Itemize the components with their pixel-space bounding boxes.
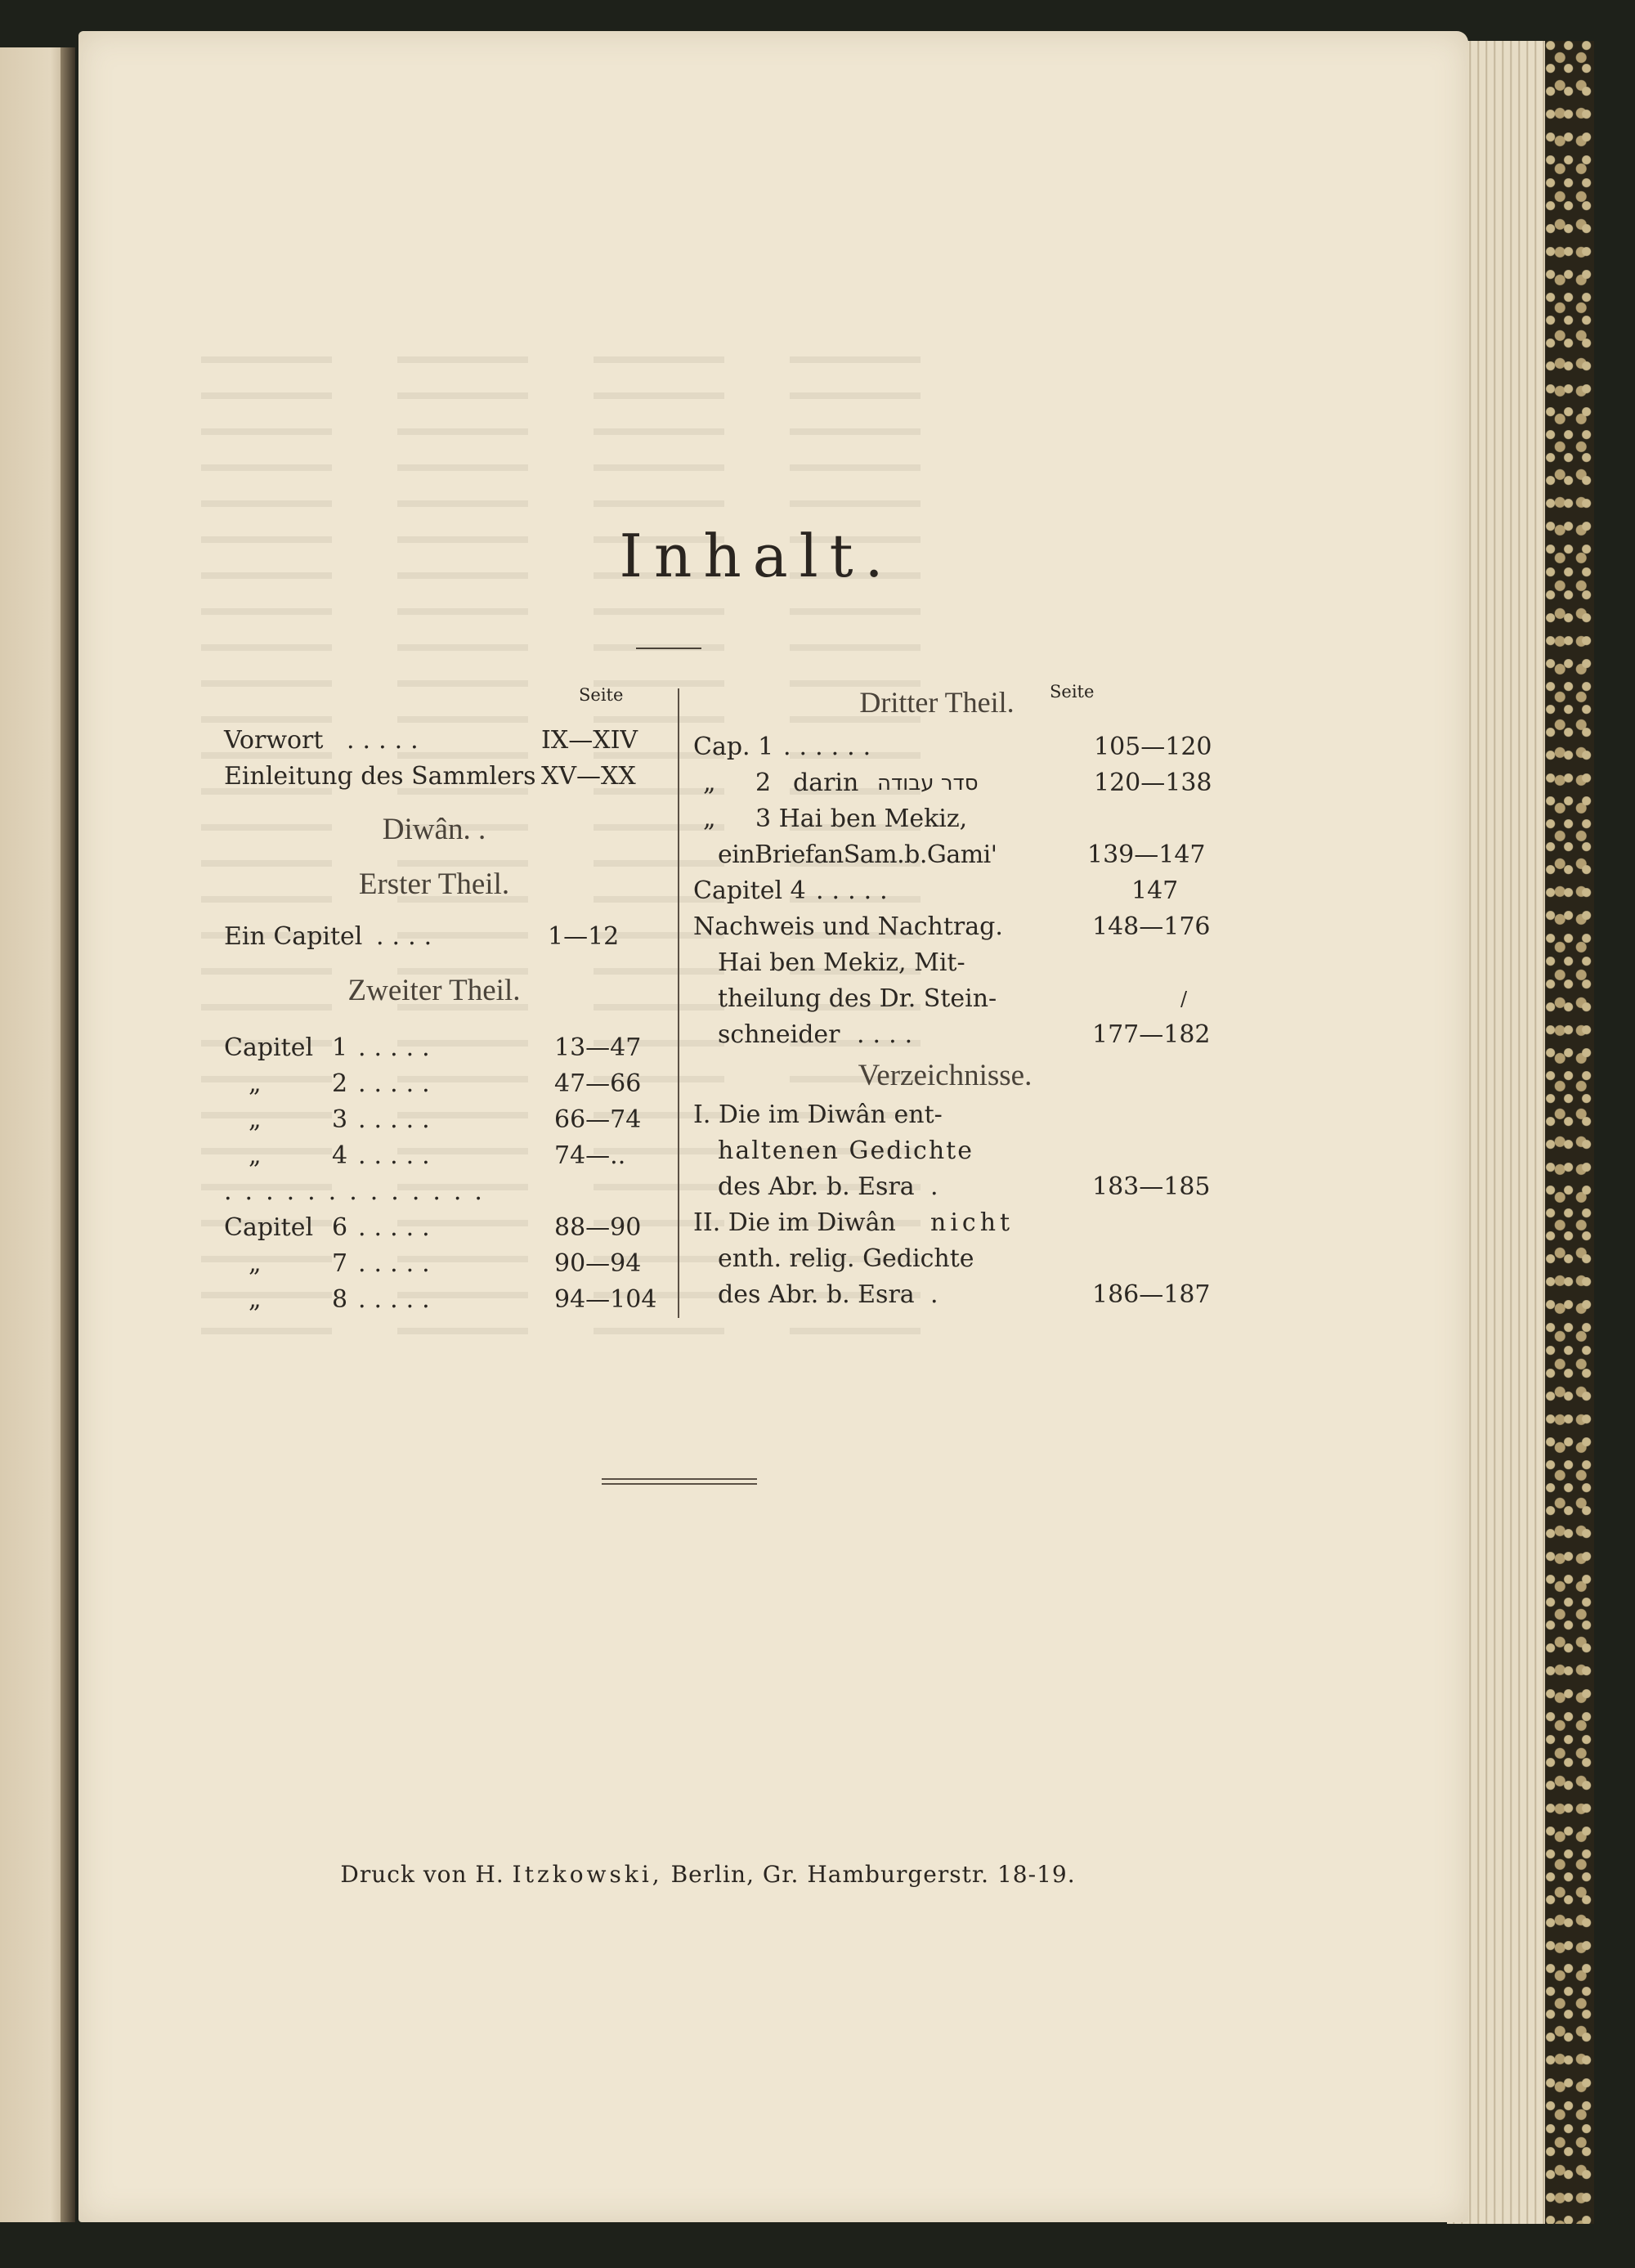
dot-leader: ..... — [358, 1213, 438, 1242]
toc-label: haltenen Gedichte — [718, 1136, 974, 1165]
toc-ditto-mark: „ — [249, 1285, 262, 1314]
toc-row-ein-capitel — [224, 919, 665, 955]
toc-label: Ein Capitel — [224, 922, 363, 951]
seite-label-right: Seite — [1050, 682, 1095, 701]
stray-mark: / — [1180, 988, 1188, 1011]
toc-pages: XV—XX — [541, 762, 636, 791]
section-heading-zweiter-theil: Zweiter Theil. — [347, 974, 521, 1007]
book-cover-edge — [1545, 41, 1594, 2224]
dot-leader: ..... — [358, 1069, 438, 1098]
title-rule — [636, 648, 701, 649]
toc-row-nachweis-line4 — [693, 1017, 1233, 1053]
toc-pages: 13—47 — [554, 1033, 642, 1062]
toc-ditto-mark: „ — [249, 1105, 262, 1134]
toc-label: Capitel — [224, 1033, 314, 1062]
toc-pages: 148—176 — [1092, 912, 1211, 941]
dot-leader: ...... — [783, 733, 880, 761]
book-spine — [60, 47, 75, 2222]
dot-leader: ..... — [347, 726, 427, 755]
toc-chapter-number: 2 — [755, 769, 772, 797]
dot-leader: ..... — [358, 1249, 438, 1278]
toc-row-capitel-1 — [224, 1030, 665, 1066]
toc-label: Nachweis und Nachtrag. — [693, 912, 1003, 941]
toc-label: Einleitung des Sammlers — [224, 762, 536, 791]
section-heading-dritter-theil: Dritter Theil. — [859, 686, 1015, 719]
toc-row-capitel-2 — [224, 1066, 665, 1102]
toc-ditto-mark: „ — [249, 1141, 262, 1170]
toc-pages: 88—90 — [554, 1213, 642, 1242]
toc-chapter-number: 6 — [332, 1213, 348, 1242]
dot-leader: . — [930, 1172, 947, 1201]
toc-label: Vorwort — [224, 726, 324, 755]
section-heading-erster-theil: Erster Theil. — [358, 867, 510, 901]
toc-pages: 90—94 — [554, 1249, 642, 1278]
toc-ditto-mark: „ — [703, 769, 716, 797]
toc-chapter-number: 3 — [332, 1105, 348, 1134]
toc-ditto-mark: „ — [249, 1069, 262, 1098]
toc-label: theilung des Dr. Stein- — [718, 984, 997, 1013]
toc-row-index-2 — [693, 1205, 1233, 1241]
dot-leader: .... — [376, 922, 441, 951]
dot-leader: ..... — [358, 1141, 438, 1170]
toc-row-capitel-6 — [224, 1210, 665, 1246]
toc-row-index-1 — [693, 1097, 1233, 1133]
toc-row-einleitung — [224, 759, 665, 795]
toc-row-nachweis-line3 — [693, 981, 1233, 1017]
toc-row-cap-3-cont — [693, 837, 1233, 873]
toc-pages: 74—.. — [554, 1141, 626, 1170]
toc-chapter-number: 7 — [332, 1249, 348, 1278]
toc-pages: 139—147 — [1087, 840, 1206, 869]
toc-label: II. Die im Diwân — [693, 1208, 896, 1237]
toc-row-index-2-line3 — [693, 1277, 1233, 1313]
toc-row-nachweis — [693, 909, 1233, 945]
toc-pages: IX—XIV — [541, 726, 638, 755]
toc-row-capitel-7 — [224, 1246, 665, 1282]
toc-label: des Abr. b. Esra — [718, 1172, 915, 1201]
dot-leader: ..... — [358, 1285, 438, 1314]
seite-label-left: Seite — [579, 685, 624, 705]
toc-label-spaced: nicht — [930, 1208, 1015, 1237]
toc-row-index-1-line3 — [693, 1169, 1233, 1205]
section-heading-diwan: Diwân. . — [382, 813, 486, 846]
column-divider — [678, 688, 679, 1318]
toc-pages: 147 — [1131, 876, 1179, 905]
toc-ditto-mark: „ — [703, 805, 716, 833]
dot-leader: .... — [857, 1020, 921, 1049]
closing-double-rule — [602, 1478, 757, 1485]
toc-row-capitel-4 — [224, 1138, 665, 1174]
toc-row-omitted — [224, 1174, 665, 1210]
dot-leader: ..... — [358, 1105, 438, 1134]
toc-row-capitel-4-right — [693, 873, 1233, 909]
toc-row-cap-1 — [693, 729, 1233, 765]
toc-pages: 177—182 — [1092, 1020, 1211, 1049]
toc-row-nachweis-line2 — [693, 945, 1233, 981]
toc-row-capitel-8 — [224, 1282, 665, 1318]
dot-leader: ..... — [816, 876, 896, 905]
toc-chapter-number: 8 — [332, 1285, 348, 1314]
imprint-address: Berlin, Gr. Hamburgerstr. 18-19. — [670, 1861, 1076, 1888]
toc-label: schneider — [718, 1020, 840, 1049]
toc-row-index-2-line2 — [693, 1241, 1233, 1277]
dot-leader: ..... — [358, 1033, 438, 1062]
toc-pages: 94—104 — [554, 1285, 657, 1314]
toc-pages: 47—66 — [554, 1069, 642, 1098]
toc-label: einBriefanSam.b.Gami' — [718, 840, 997, 869]
toc-label: Capitel 4 — [693, 876, 806, 905]
dot-leader: ............. — [224, 1177, 495, 1206]
imprint-printer-name: Itzkowski, — [512, 1861, 663, 1888]
toc-label: 3 Hai ben Mekiz, — [755, 805, 968, 833]
toc-row-cap-3 — [693, 801, 1233, 837]
toc-pages: 183—185 — [1092, 1172, 1211, 1201]
toc-ditto-mark: „ — [249, 1249, 262, 1278]
page-title: Inhalt. — [619, 522, 895, 590]
toc-label: Capitel — [224, 1213, 314, 1242]
book-page — [78, 31, 1468, 2222]
dot-leader: . — [930, 1280, 947, 1309]
toc-label: des Abr. b. Esra — [718, 1280, 915, 1309]
toc-label: Cap. 1 — [693, 733, 774, 761]
toc-row-index-1-line2 — [693, 1133, 1233, 1169]
toc-chapter-number: 1 — [332, 1033, 348, 1062]
printer-imprint — [78, 1861, 1337, 1888]
toc-label: darin — [793, 769, 859, 797]
toc-pages: 120—138 — [1094, 769, 1212, 797]
toc-pages: 105—120 — [1094, 733, 1212, 761]
toc-pages: 186—187 — [1092, 1280, 1211, 1309]
toc-label: Hai ben Mekiz, Mit- — [718, 948, 965, 977]
toc-row-vorwort — [224, 723, 665, 759]
hebrew-title: סדר עבודה — [877, 771, 979, 796]
imprint-prefix: Druck von H. — [340, 1861, 504, 1888]
toc-pages: 1—12 — [548, 922, 620, 951]
toc-pages: 66—74 — [554, 1105, 642, 1134]
toc-chapter-number: 2 — [332, 1069, 348, 1098]
toc-row-capitel-3 — [224, 1102, 665, 1138]
toc-label: I. Die im Diwân ent- — [693, 1100, 943, 1129]
toc-row-cap-2 — [693, 765, 1233, 801]
toc-label: enth. relig. Gedichte — [718, 1244, 974, 1273]
section-heading-verzeichnisse: Verzeichnisse. — [858, 1059, 1033, 1092]
toc-chapter-number: 4 — [332, 1141, 348, 1170]
